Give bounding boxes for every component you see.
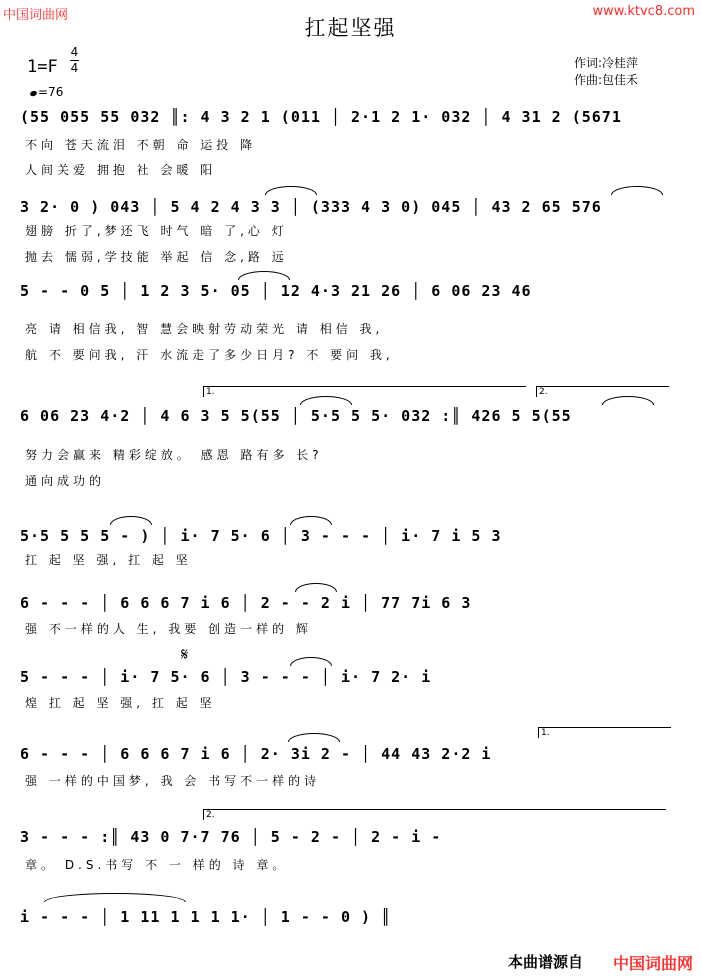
slur-arc [290,657,332,666]
tempo-marking [30,85,63,99]
lyric-line-2-verse-2: 抛去 懦弱,学技能 举起 信 念,路 远 [25,250,288,264]
key-signature: 1=F [27,57,58,77]
footer-source-label: 本曲谱源自 [507,953,583,971]
footer-site-name[interactable]: 中国词曲网 [612,954,693,973]
watermark-right[interactable]: www.ktvc8.com [592,4,695,19]
slur-arc [110,516,152,525]
volta-second-ending: 2. [536,386,669,397]
slur-arc [238,271,290,280]
composer-credit: 作曲:包佳禾 [574,73,639,87]
slur-arc [265,186,317,195]
lyric-line-7: 煌 扛 起 坚 强, 扛 起 坚 [25,696,216,710]
notation-line-1: (55 055 55 032 ║: 4 3 2 1 (011 │ 2·1 2 1· 032 │ 4 31 2 (5671 [20,108,622,126]
tempo-value: =76 [38,85,64,99]
lyric-line-1-verse-2: 人间关爱 拥抱 社 会暖 阳 [25,163,217,177]
lyric-line-8: 强 一样的中国梦, 我 会 书写不一样的诗 [25,774,321,788]
lyric-line-3-verse-2: 航 不 要问我, 汗 水流走了多少日月? 不 要问 我, [25,348,394,362]
notation-line-4: 6 06 23 4·2 │ 4 6 3 5 5(55 │ 5·5 5 5· 032 :║ 426 5 5(55 [20,407,572,425]
slur-arc [288,733,340,742]
time-signature-bottom: 4 [70,61,79,75]
slur-arc [295,583,337,592]
time-signature [70,46,79,75]
watermark-left: 中国词曲网 [3,8,69,23]
volta-first-ending-2: 1. [538,727,671,738]
lyric-line-3-verse-1: 亮 请 相信我, 智 慧会映射劳动荣光 请 相信 我, [25,322,384,336]
notation-line-5: 5·5 5 5 5 - ) │ i· 7 5· 6 │ 3 - - - │ i· 7 i 5 3 [20,527,502,545]
notation-line-9: 3 - - - :║ 43 0 7·7 76 │ 5 - 2 - │ 2 - i - [20,828,442,846]
lyric-line-4-verse-2: 通向成功的 [25,474,106,488]
notation-line-2: 3 2· 0 ) 043 │ 5 4 2 4 3 3 │ (333 4 3 0) 045 │ 43 2 65 576 [20,198,602,216]
lyric-line-6: 强 不一样的人 生, 我要 创造一样的 辉 [25,622,312,636]
volta-second-ending-2: 2. [203,809,666,820]
slur-arc [300,396,352,405]
notation-line-6: 6 - - - │ 6 6 6 7 i 6 │ 2 - - 2 i │ 77 7i 6 3 [20,594,472,612]
slur-arc [290,516,332,525]
quarter-note-icon [29,90,37,97]
slur-arc [611,186,663,195]
notation-line-8: 6 - - - │ 6 6 6 7 i 6 │ 2· 3i 2 - │ 44 43 2·2 i [20,745,492,763]
lyric-line-4-verse-1: 努力会赢来 精彩绽放。 感恩 路有多 长? [25,448,323,462]
notation-line-7: 5 - - - │ i· 7 5· 6 │ 3 - - - │ i· 7 2· i [20,668,432,686]
page-title: 扛起坚强 [304,16,397,40]
lyric-line-9: 章。 D.S.书写 不 一 样的 诗 章。 [25,858,289,872]
notation-line-10: i - - - │ 1 11 1 1 1 1· │ 1 - - 0 ) ║ [20,908,392,926]
lyricist-credit: 作词:冷桂萍 [574,56,639,70]
lyric-line-5: 扛 起 坚 强, 扛 起 坚 [25,553,192,567]
lyric-line-2-verse-1: 翅膀 折了,梦还飞 时气 暗 了,心 灯 [25,224,288,238]
lyric-line-1-verse-1: 不向 苍天流泪 不朝 命 运投 降 [25,138,257,152]
notation-line-3: 5 - - 0 5 │ 1 2 3 5· 05 │ 12 4·3 21 26 │ 6 06 23 46 [20,282,532,300]
segno-icon: 𝄋 [181,645,189,665]
time-signature-top: 4 [70,45,79,59]
tie-arc [44,893,186,902]
slur-arc [602,396,654,405]
volta-first-ending: 1. [203,386,526,397]
